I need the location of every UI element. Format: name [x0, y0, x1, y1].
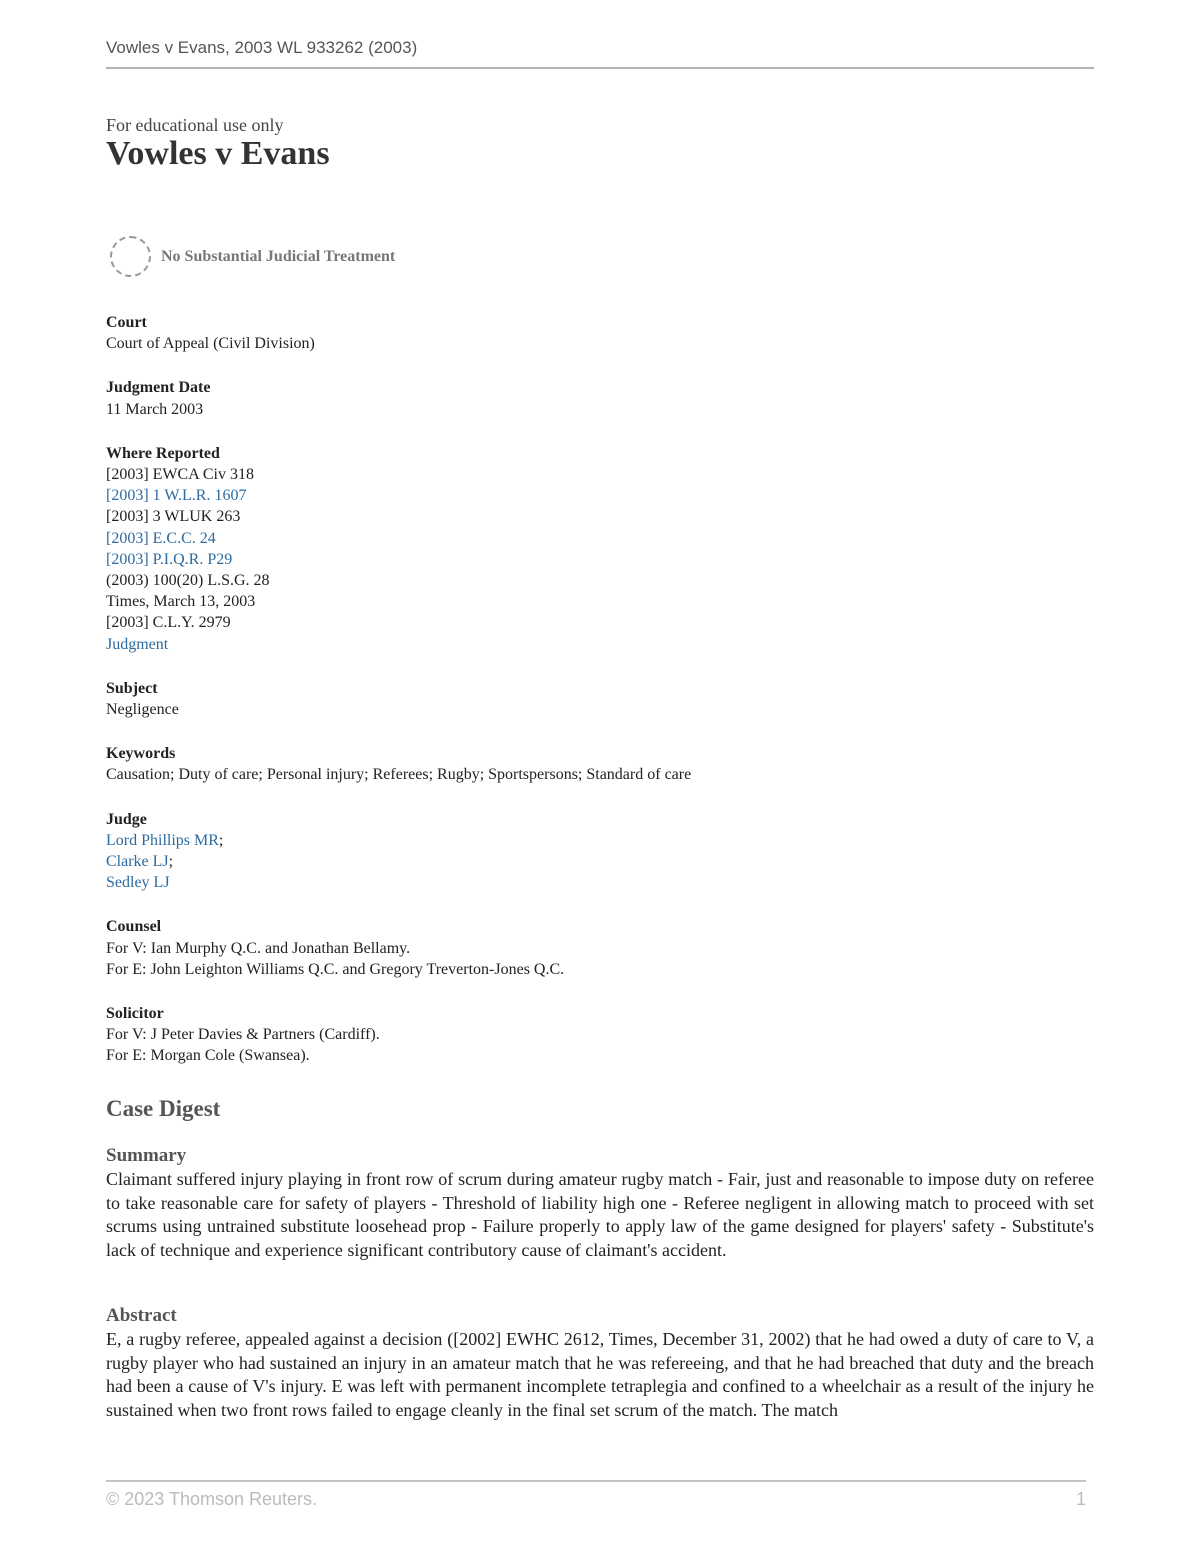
- keywords-section: [106, 743, 1094, 785]
- subject-section: [106, 678, 1094, 720]
- citation-link[interactable]: [2003] P.I.Q.R. P29: [106, 550, 233, 568]
- judge-label: Judge: [106, 810, 147, 828]
- judge-section: [106, 809, 1094, 894]
- summary-heading: Summary: [106, 1145, 187, 1166]
- judge-separator: ;: [168, 853, 174, 871]
- abstract-text: E, a rugby referee, appealed against a decision ([2002] EWHC 2612, Times, December 31, 2002) that he had owed a duty of care to V, a rugby player who had sustained an injury in an amateur match that he was refereeing, and that he had breached that duty and the breach had been a cause of V's injury. E was left with permanent incomplete tetraplegia and confined to a wheelchair as a result of the injury he sustained when two front rows failed to engage cleanly in the final set scrum of the match. The match: [106, 1329, 1094, 1420]
- judge-link[interactable]: Lord Phillips MR: [106, 831, 219, 849]
- citation: [2003] EWCA Civ 318: [106, 466, 254, 484]
- citation-link[interactable]: [2003] 1 W.L.R. 1607: [106, 487, 247, 505]
- educational-use-note: For educational use only: [106, 115, 284, 135]
- solicitor-line: For V: J Peter Davies & Partners (Cardiff).: [106, 1026, 380, 1044]
- where-reported-label: Where Reported: [106, 444, 220, 462]
- judgment-date-section: [106, 377, 1094, 419]
- page-footer: [106, 1480, 1086, 1510]
- keywords-label: Keywords: [106, 745, 176, 763]
- counsel-label: Counsel: [106, 918, 162, 936]
- counsel-section: [106, 916, 1094, 980]
- document-title: Vowles v Evans: [106, 135, 330, 172]
- abstract-heading: Abstract: [106, 1305, 177, 1326]
- subject-label: Subject: [106, 679, 158, 697]
- court-section: [106, 312, 1094, 354]
- subject-value: Negligence: [106, 701, 179, 719]
- court-label: Court: [106, 314, 147, 331]
- judge-link[interactable]: Sedley LJ: [106, 874, 170, 892]
- solicitor-line: For E: Morgan Cole (Swansea).: [106, 1047, 310, 1065]
- page-header: [106, 36, 1094, 69]
- solicitor-section: [106, 1003, 1094, 1067]
- judge-line: [106, 830, 1094, 851]
- solicitor-label: Solicitor: [106, 1005, 164, 1023]
- treatment-label: No Substantial Judicial Treatment: [161, 247, 396, 265]
- court-value: Court of Appeal (Civil Division): [106, 335, 315, 353]
- judge-separator: ;: [218, 831, 224, 849]
- where-reported-section: [106, 443, 1094, 655]
- copyright-text: © 2023 Thomson Reuters.: [106, 1489, 318, 1509]
- citation-link[interactable]: [2003] E.C.C. 24: [106, 529, 216, 547]
- judgment-link[interactable]: Judgment: [106, 635, 169, 653]
- counsel-line: For V: Ian Murphy Q.C. and Jonathan Bellamy.: [106, 939, 411, 957]
- citation: Times, March 13, 2003: [106, 593, 256, 611]
- running-title: Vowles v Evans, 2003 WL 933262 (2003): [106, 38, 418, 57]
- counsel-line: For E: John Leighton Williams Q.C. and Gregory Treverton-Jones Q.C.: [106, 960, 565, 978]
- judgment-date-label: Judgment Date: [106, 379, 211, 397]
- summary-text: Claimant suffered injury playing in front row of scrum during amateur rugby match - Fair, just and reasonable to impose duty on referee to take reasonable care for safety of players - Threshold of liability high one - Referee negligent in allowing match to proceed with set scrums using untrained substitute loosehead prop - Failure properly to apply law of the game designed for players' safety - Substitute's lack of technique and experience significant contributory cause of claimant's accident.: [106, 1169, 1094, 1260]
- judgment-date-value: 11 March 2003: [106, 400, 204, 418]
- judge-line: [106, 851, 1094, 872]
- judge-link[interactable]: Clarke LJ: [106, 853, 169, 871]
- case-metadata: [106, 312, 1094, 1090]
- dashed-circle-icon: [110, 236, 151, 277]
- case-digest-heading: Case Digest: [106, 1096, 221, 1121]
- page-number: 1: [1075, 1489, 1086, 1509]
- judge-line: [106, 872, 1094, 893]
- judicial-treatment-status: [110, 236, 395, 277]
- keywords-value: Causation; Duty of care; Personal injury; Referees; Rugby; Sportspersons; Standard of care: [106, 766, 692, 784]
- citation: [2003] C.L.Y. 2979: [106, 614, 231, 632]
- citation: (2003) 100(20) L.S.G. 28: [106, 572, 270, 590]
- citation: [2003] 3 WLUK 263: [106, 508, 241, 526]
